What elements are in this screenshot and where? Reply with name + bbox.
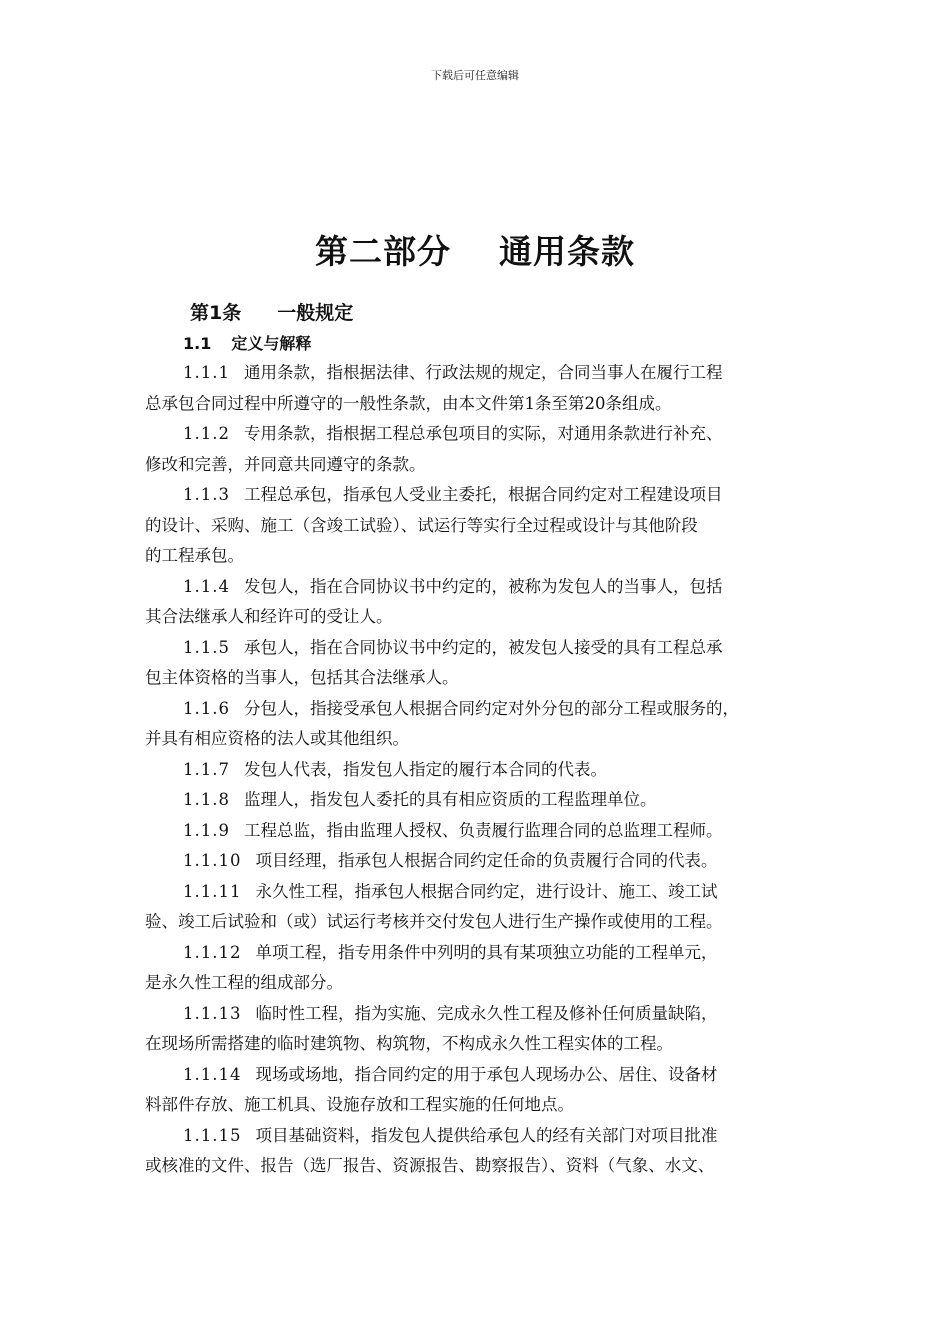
clause-text: 工程总承包，指承包人受业主委托，根据合同约定对工程建设项目 <box>243 485 723 504</box>
clause-line <box>145 572 820 603</box>
clause-text: 是永久性工程的组成部分。 <box>145 973 343 992</box>
clause-line <box>145 755 820 786</box>
clause-line <box>145 358 820 389</box>
clause-text: 的工程承包。 <box>145 546 244 565</box>
clause-line <box>145 419 820 450</box>
clause-number: 1.1.12 <box>183 942 242 962</box>
page-title <box>0 226 950 273</box>
clause-text: 包主体资格的当事人，包括其合法继承人。 <box>145 668 459 687</box>
clause-text: 发包人代表，指发包人指定的履行本合同的代表。 <box>243 759 607 779</box>
clause-number: 1.1.3 <box>183 485 230 504</box>
clause-text: 的设计、采购、施工（含竣工试验）、试运行等实行全过程或设计与其他阶段 <box>145 515 698 535</box>
clause-line <box>145 633 820 664</box>
clause-text: 通用条款，指根据法律、行政法规的规定，合同当事人在履行工程 <box>243 363 723 382</box>
clause-text: 在现场所需搭建的临时建筑物、构筑物，不构成永久性工程实体的工程。 <box>145 1034 673 1053</box>
clause-text: 单项工程，指专用条件中列明的具有某项独立功能的工程单元， <box>255 942 718 962</box>
clause-paragraph <box>145 755 820 786</box>
clause-line <box>145 1029 820 1060</box>
clause-number: 1.1.9 <box>183 820 230 840</box>
clause-number: 1.1.14 <box>183 1064 242 1084</box>
clause-paragraph <box>145 358 820 419</box>
clause-text: 验、竣工后试验和（或）试运行考核并交付发包人进行生产操作或使用的工程。 <box>145 912 723 931</box>
article-number: 第1条 <box>190 302 242 324</box>
clause-text: 其合法继承人和经许可的受让人。 <box>145 607 393 626</box>
clause-number: 1.1.8 <box>183 790 230 809</box>
clause-text: 项目经理，指承包人根据合同约定任命的负责履行合同的代表。 <box>255 851 718 870</box>
clause-text: 或核准的文件、报告（选厂报告、资源报告、勘察报告）、资料（气象、水文、 <box>145 1156 715 1175</box>
clause-text: 修改和完善，并同意共同遵守的条款。 <box>145 454 426 474</box>
clause-text: 分包人，指接受承包人根据合同约定对外分包的部分工程或服务的， <box>243 698 739 718</box>
clause-paragraph <box>145 846 820 877</box>
clause-paragraph <box>145 785 820 816</box>
clause-paragraph <box>145 999 820 1060</box>
clause-line <box>145 907 820 938</box>
clause-number: 1.1.1 <box>183 363 230 382</box>
clause-text: 项目基础资料，指发包人提供给承包人的经有关部门对项目批准 <box>255 1125 718 1145</box>
clause-text: 并具有相应资格的法人或其他组织。 <box>145 729 409 748</box>
clause-number: 1.1.13 <box>183 1003 242 1023</box>
clause-line <box>145 1121 820 1152</box>
clause-line <box>145 541 820 572</box>
clause-text: 现场或场地，指合同约定的用于承包人现场办公、居住、设备材 <box>255 1064 718 1084</box>
clause-text: 临时性工程，指为实施、完成永久性工程及修补任何质量缺陷， <box>255 1003 718 1023</box>
clause-line <box>145 877 820 908</box>
clause-paragraph <box>145 1060 820 1121</box>
header-note: 下载后可任意编辑 <box>431 69 519 82</box>
clause-number: 1.1.4 <box>183 576 230 596</box>
clause-paragraph <box>145 419 820 480</box>
clause-text: 专用条款，指根据工程总承包项目的实际，对通用条款进行补充、 <box>243 424 723 443</box>
clause-paragraph <box>145 480 820 572</box>
section-name: 定义与解释 <box>231 334 312 353</box>
clause-number: 1.1.2 <box>183 424 230 443</box>
clause-paragraph <box>145 572 820 633</box>
clause-line <box>145 480 820 511</box>
clause-text: 承包人，指在合同协议书中约定的，被发包人接受的具有工程总承 <box>243 637 723 657</box>
clause-line <box>145 1060 820 1091</box>
clause-text: 工程总监，指由监理人授权、负责履行监理合同的总监理工程师。 <box>243 820 723 840</box>
clause-paragraph <box>145 877 820 938</box>
clause-paragraph <box>145 633 820 694</box>
title-name: 通用条款 <box>499 232 635 271</box>
clause-text: 监理人，指发包人委托的具有相应资质的工程监理单位。 <box>243 790 657 809</box>
clause-line <box>145 389 820 420</box>
clause-line <box>145 1151 820 1182</box>
article-name: 一般规定 <box>277 302 354 324</box>
clause-line <box>145 663 820 694</box>
clause-number: 1.1.11 <box>183 881 242 901</box>
section-number: 1.1 <box>183 334 212 353</box>
clause-paragraph <box>145 1121 820 1182</box>
clause-number: 1.1.15 <box>183 1125 242 1145</box>
clause-text: 永久性工程，指承包人根据合同约定，进行设计、施工、竣工试 <box>255 881 718 901</box>
clause-line <box>145 602 820 633</box>
clause-line <box>145 450 820 481</box>
section-heading <box>183 331 311 354</box>
title-part: 第二部分 <box>315 232 451 271</box>
clause-text: 总承包合同过程中所遵守的一般性条款，由本文件第1条至第20条组成。 <box>145 393 672 413</box>
clause-number: 1.1.7 <box>183 759 230 779</box>
clause-paragraph <box>145 938 820 999</box>
clause-line <box>145 816 820 847</box>
clause-paragraph <box>145 816 820 847</box>
clause-paragraph <box>145 694 820 755</box>
clause-text: 发包人，指在合同协议书中约定的，被称为发包人的当事人，包括 <box>243 576 723 596</box>
clause-number: 1.1.5 <box>183 637 230 657</box>
clause-list <box>145 358 820 1182</box>
clause-line <box>145 511 820 542</box>
clause-line <box>145 694 820 725</box>
clause-line <box>145 938 820 969</box>
clause-line <box>145 968 820 999</box>
clause-line <box>145 785 820 816</box>
article-heading <box>190 298 353 325</box>
clause-number: 1.1.6 <box>183 698 230 718</box>
clause-line <box>145 999 820 1030</box>
clause-line <box>145 1090 820 1121</box>
clause-line <box>145 724 820 755</box>
clause-text: 料部件存放、施工机具、设施存放和工程实施的任何地点。 <box>145 1095 574 1114</box>
clause-number: 1.1.10 <box>183 851 242 870</box>
clause-line <box>145 846 820 877</box>
